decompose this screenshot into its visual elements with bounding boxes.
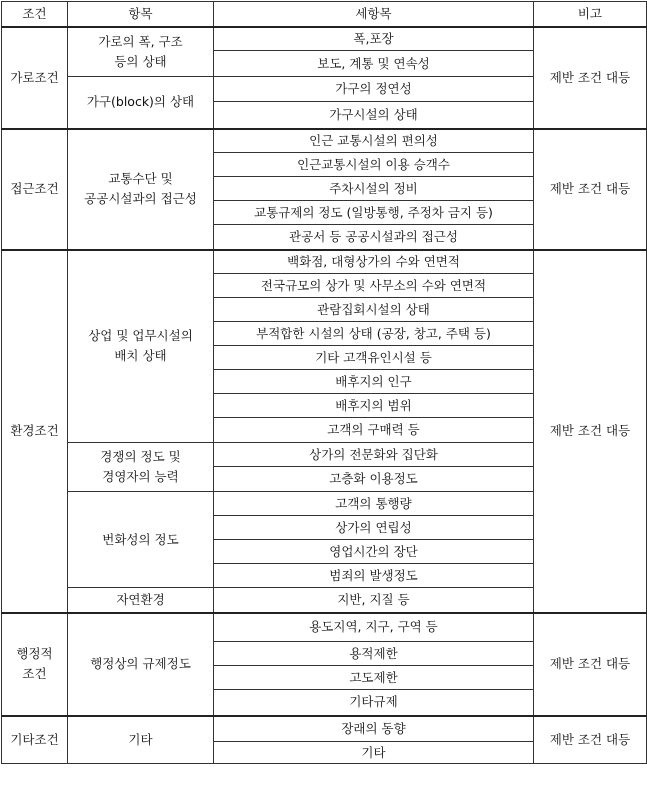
condition-cell: 기타조건 (2, 716, 68, 764)
item-cell: 자연환경 (68, 588, 214, 613)
item-cell: 가구(block)의 상태 (68, 77, 214, 129)
note-cell: 제반 조건 대등 (534, 250, 647, 613)
note-cell: 제반 조건 대등 (534, 613, 647, 716)
subitem-cell: 인근 교통시설의 편의성 (214, 129, 534, 153)
subitem-cell: 관공서 등 공공시설과의 접근성 (214, 225, 534, 250)
condition-cell: 가로조건 (2, 27, 68, 129)
table-row (2, 613, 647, 642)
header-item: 항목 (68, 2, 214, 27)
subitem-cell: 가구의 정연성 (214, 77, 534, 102)
subitem-cell: 교통규제의 정도 (일방통행, 주정차 금지 등) (214, 201, 534, 225)
subitem-cell: 지반, 지질 등 (214, 588, 534, 613)
item-cell: 상업 및 업무시설의 배치 상태 (68, 250, 214, 443)
subitem-cell: 상가의 전문화와 집단화 (214, 443, 534, 467)
subitem-cell: 가구시설의 상태 (214, 102, 534, 129)
note-cell: 제반 조건 대등 (534, 716, 647, 764)
subitem-cell: 범죄의 발생정도 (214, 564, 534, 588)
subitem-cell: 기타 (214, 742, 534, 764)
subitem-cell: 고층화 이용정도 (214, 467, 534, 492)
item-cell: 교통수단 및 공공시설과의 접근성 (68, 129, 214, 250)
subitem-cell: 부적합한 시설의 상태 (공장, 창고, 주택 등) (214, 322, 534, 346)
subitem-cell: 고객의 통행량 (214, 492, 534, 516)
note-cell: 제반 조건 대등 (534, 129, 647, 250)
subitem-cell: 장래의 동향 (214, 716, 534, 742)
subitem-cell: 용도지역, 지구, 구역 등 (214, 613, 534, 642)
subitem-cell: 영업시간의 장단 (214, 540, 534, 564)
table-row (2, 716, 647, 742)
table-row (2, 27, 647, 51)
subitem-cell: 기타 고객유인시설 등 (214, 346, 534, 370)
table-row (2, 250, 647, 274)
subitem-cell: 인근교통시설의 이용 승객수 (214, 153, 534, 177)
table-row (2, 129, 647, 153)
subitem-cell: 배후지의 범위 (214, 394, 534, 418)
condition-cell: 환경조건 (2, 250, 68, 613)
subitem-cell: 전국규모의 상가 및 사무소의 수와 연면적 (214, 274, 534, 298)
item-cell: 기타 (68, 716, 214, 764)
condition-cell: 행정적 조건 (2, 613, 68, 716)
subitem-cell: 상가의 연립성 (214, 516, 534, 540)
item-cell: 행정상의 규제정도 (68, 613, 214, 716)
subitem-cell: 배후지의 인구 (214, 370, 534, 394)
subitem-cell: 폭,포장 (214, 27, 534, 51)
item-cell: 가로의 폭, 구조 등의 상태 (68, 27, 214, 77)
header-row (2, 2, 647, 27)
subitem-cell: 기타규제 (214, 690, 534, 716)
subitem-cell: 주차시설의 정비 (214, 177, 534, 201)
item-cell: 경쟁의 정도 및 경영자의 능력 (68, 443, 214, 492)
subitem-cell: 백화점, 대형상가의 수와 연면적 (214, 250, 534, 274)
subitem-cell: 고도제한 (214, 666, 534, 690)
item-cell: 번화성의 정도 (68, 492, 214, 588)
subitem-cell: 용적제한 (214, 642, 534, 666)
header-condition: 조건 (2, 2, 68, 27)
header-note: 비고 (534, 2, 647, 27)
subitem-cell: 고객의 구매력 등 (214, 418, 534, 443)
conditions-table (1, 1, 647, 764)
note-cell: 제반 조건 대등 (534, 27, 647, 129)
header-subitem: 세항목 (214, 2, 534, 27)
subitem-cell: 보도, 계통 및 연속성 (214, 51, 534, 77)
condition-cell: 접근조건 (2, 129, 68, 250)
subitem-cell: 관람집회시설의 상태 (214, 298, 534, 322)
